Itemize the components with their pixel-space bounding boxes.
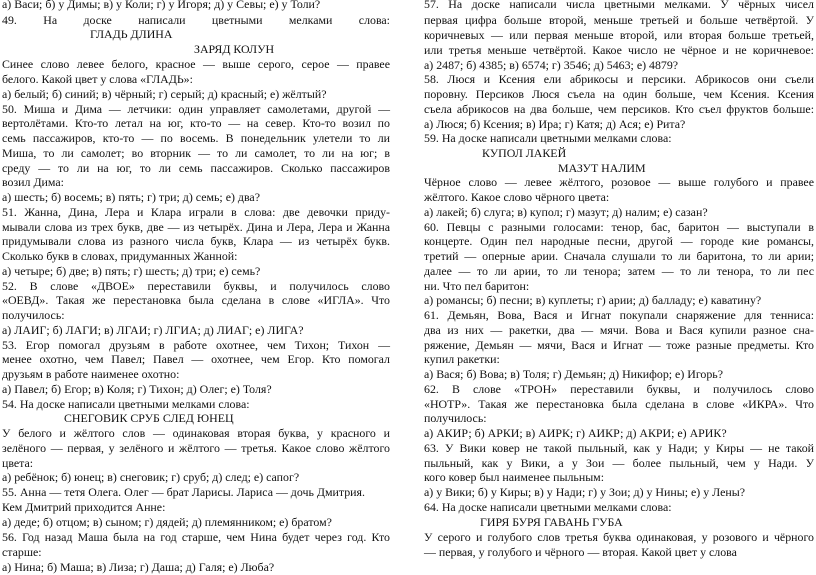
- answer-options: а) Нина; б) Маша; в) Лиза; г) Даша; д) Галя; е) Люба?: [2, 560, 275, 574]
- text-line: далее — то ли арии, то ли тенора; затем — то ли тенора, то ли пес: [424, 264, 814, 278]
- text-line: 50. Миша и Дима — летчики: один управляет самолетами, другой —: [2, 102, 390, 116]
- text-line: 54. На доске написали цветными мелками слова:: [2, 397, 250, 411]
- text-line: Кем Дмитрий приходится Анне:: [2, 500, 166, 514]
- text-line: цвета:: [2, 456, 34, 470]
- text-line: придумывали слова из разного числа букв, Клара — из четырёх букв.: [2, 234, 390, 248]
- text-line: кого ковер был наименее пыльным:: [424, 470, 605, 484]
- word-row: ГЛАДЬ ДЛИНА: [90, 27, 173, 41]
- answer-options: а) АКИР; б) АРКИ; в) АИРК; г) АИКР; д) АКРИ; е) АРИК?: [424, 426, 727, 440]
- answer-options: а) романсы; б) песни; в) куплеты; г) арии; д) балладу; е) каватину?: [424, 293, 762, 307]
- text-line: Чёрное слово — левее жёлтого, розовое — выше голубого и правее: [424, 175, 814, 189]
- text-line: старше:: [2, 545, 42, 559]
- text-line: или третья меньше четвёртой. Какое число не чёрное и не коричневое:: [424, 43, 814, 57]
- answer-options: а) ребёнок; б) юнец; в) снеговик; г) сруб; д) след; е) сапог?: [2, 470, 300, 484]
- text-line: получилось:: [2, 308, 65, 322]
- word-row: ЗАРЯД КОЛУН: [194, 42, 275, 56]
- text-line: получилось:: [424, 411, 487, 425]
- answer-options: а) у Вики; б) у Киры; в) у Нади; г) у Зои; д) у Нины; е) у Лены?: [424, 485, 746, 499]
- text-line: — первая, у голубого и чёрного — вторая. Какой цвет у слова: [424, 545, 737, 559]
- word-row: КУПОЛ ЛАКЕЙ: [482, 146, 567, 160]
- text-line: 64. На доске написали цветными мелками слова:: [424, 500, 672, 514]
- text-line: коричневых — или первая меньше второй, или вторая больше третьей,: [424, 28, 814, 42]
- text-line: У серого и голубого слов третья буква одинаковая, у розового и чёрного: [424, 530, 814, 544]
- answer-options: а) деде; б) отцом; в) сыном; г) дядей; д) племянником; е) братом?: [2, 515, 332, 529]
- text-line: Миша, то ли самолет; во вторник — то ли самолет, то ли на юг; в: [2, 146, 390, 160]
- text-line: ни. Что пел баритон:: [424, 279, 530, 293]
- answer-options: а) лакей; б) слуга; в) купол; г) мазут; д) налим; е) сазан?: [424, 205, 708, 219]
- text-line: Синее слово левее белого, красное — выше серого, серое — правее: [2, 57, 390, 71]
- text-line: первая цифра больше второй, меньше третьей и больше четвёртой. У: [424, 13, 814, 27]
- text-line: концерте. Один пел народные песни, другой — городе кие романсы,: [424, 234, 814, 248]
- text-line: 59. На доске написали цветными мелками слова:: [424, 131, 672, 145]
- text-line: белого. Какой цвет у слова «ГЛАДЬ»:: [2, 72, 193, 86]
- text-line: зелёного — первая, у зелёного и жёлтого — третья. Какое слово жёлтого: [2, 441, 390, 455]
- text-line: 62. В слове «ТРОН» переставили буквы, и получилось слово: [424, 382, 814, 396]
- text-line: 60. Певцы с разными голосами: тенор, бас, баритон — выступали в: [424, 220, 814, 234]
- text-line: У белого и жёлтого слов — одинаковая вторая буква, у красного и: [2, 426, 390, 440]
- text-line: третий — оперные арии. Сначала слушали то ли баритона, то ли арии;: [424, 249, 814, 263]
- word-row: ГИРЯ БУРЯ ГАВАНЬ ГУБА: [480, 515, 623, 529]
- word-row: МАЗУТ НАЛИМ: [558, 161, 646, 175]
- text-line: семь пассажиров, кто-то — по восемь. В понедельник улетели то ли: [2, 131, 390, 145]
- text-line: 61. Демьян, Вова, Вася и Игнат покупали снаряжение для тенниса:: [424, 308, 814, 322]
- text-line: 55. Анна — тетя Олега. Олег — брат Ларисы. Лариса — дочь Дмитрия.: [2, 485, 365, 499]
- text-line: жёлтого. Какое слово чёрного цвета:: [424, 190, 610, 204]
- word-row: СНЕГОВИК СРУБ СЛЕД ЮНЕЦ: [64, 411, 234, 425]
- text-line: пыльный, как у Вики, а у Зои — более пыльный, чем у Нади. У: [424, 456, 814, 470]
- answer-options: а) 2487; б) 4385; в) 6574; г) 3546; д) 5463; е) 4879?: [424, 58, 679, 72]
- answer-options: а) Вася; б) Вова; в) Толя; г) Демьян; д) Никифор; е) Игорь?: [424, 367, 724, 381]
- text-line: менее охотно, чем Павел; Павел — охотнее, чем Егор. Кто помогал: [2, 352, 390, 366]
- text-line: возил Дима:: [2, 175, 64, 189]
- text-line: друзьям в работе наименее охотно:: [2, 367, 180, 381]
- answer-options: а) шесть; б) восемь; в) пять; г) три; д) семь; е) два?: [2, 190, 260, 204]
- text-line: 52. В слове «ДВОЕ» переставили буквы, и получилось слово: [2, 279, 390, 293]
- text-line: 53. Егор помогал друзьям в работе охотнее, чем Тихон; Тихон —: [2, 338, 390, 352]
- text-line: 49. На доске написали цветными мелками слова:: [2, 13, 390, 27]
- text-line: два из них — ракетки, два — мячи. Вова и Вася купили разное сна-: [424, 323, 814, 337]
- answer-options: а) четыре; б) две; в) пять; г) шесть; д) три; е) семь?: [2, 264, 261, 278]
- text-line: купил ракетки:: [424, 352, 500, 366]
- text-line: Сколько букв в словах, придуманных Жанной:: [2, 249, 238, 263]
- text-line: ряжение, Демьян — мячи, Вася и Игнат — тоже разные предметы. Кто: [424, 338, 814, 352]
- text-line: 57. На доске написали числа цветными мелками. У чёрных чисел: [424, 0, 814, 11]
- text-line: среду — то ли на юг, то ли семь пассажиров. Сколько пассажиров: [2, 161, 390, 175]
- text-line: мывали слова из трех букв, две — из четырёх. Дина и Лера, Лера и Жанна: [2, 220, 390, 234]
- text-line: вертолётами. Кто-то летал на юг, кто-то — на север. Кто-то возил по: [2, 116, 390, 130]
- text-line: «НОТР». Такая же перестановка была сделана в слове «ИКРА». Что: [424, 397, 814, 411]
- text-line: 51. Жанна, Дина, Лера и Клара играли в слова: две девочки приду-: [2, 205, 390, 219]
- text-line: 56. Год назад Маша была на год старше, чем Нина будет через год. Кто: [2, 530, 390, 544]
- text-line: поровну. Персиков Люся съела на один больше, чем Ксения. Ксения: [424, 87, 814, 101]
- answer-options: а) Павел; б) Егор; в) Коля; г) Тихон; д) Олег; е) Толя?: [2, 382, 272, 396]
- text-line: съела абрикосов на два больше, чем персиков. Кто съел фруктов больше:: [424, 102, 814, 116]
- answer-options: а) Люся; б) Ксения; в) Ира; г) Катя; д) Ася; е) Рита?: [424, 117, 686, 131]
- text-line: «ОЕВД». Такая же перестановка была сделана в слове «ИГЛА». Что: [2, 293, 390, 307]
- text-line: 63. У Вики ковер не такой пыльный, как у Нади; у Киры — не такой: [424, 441, 814, 455]
- answer-options: а) ЛАИГ; б) ЛАГИ; в) ЛГАИ; г) ЛГИА; д) ЛИАГ; е) ЛИГА?: [2, 323, 304, 337]
- text-line: а) Васи; б) у Димы; в) у Коли; г) у Игоря; д) у Севы; е) у Толи?: [2, 0, 321, 11]
- answer-options: а) белый; б) синий; в) чёрный; г) серый; д) красный; е) жёлтый?: [2, 87, 327, 101]
- text-line: 58. Люся и Ксения ели абрикосы и персики. Абрикосов они съели: [424, 72, 814, 86]
